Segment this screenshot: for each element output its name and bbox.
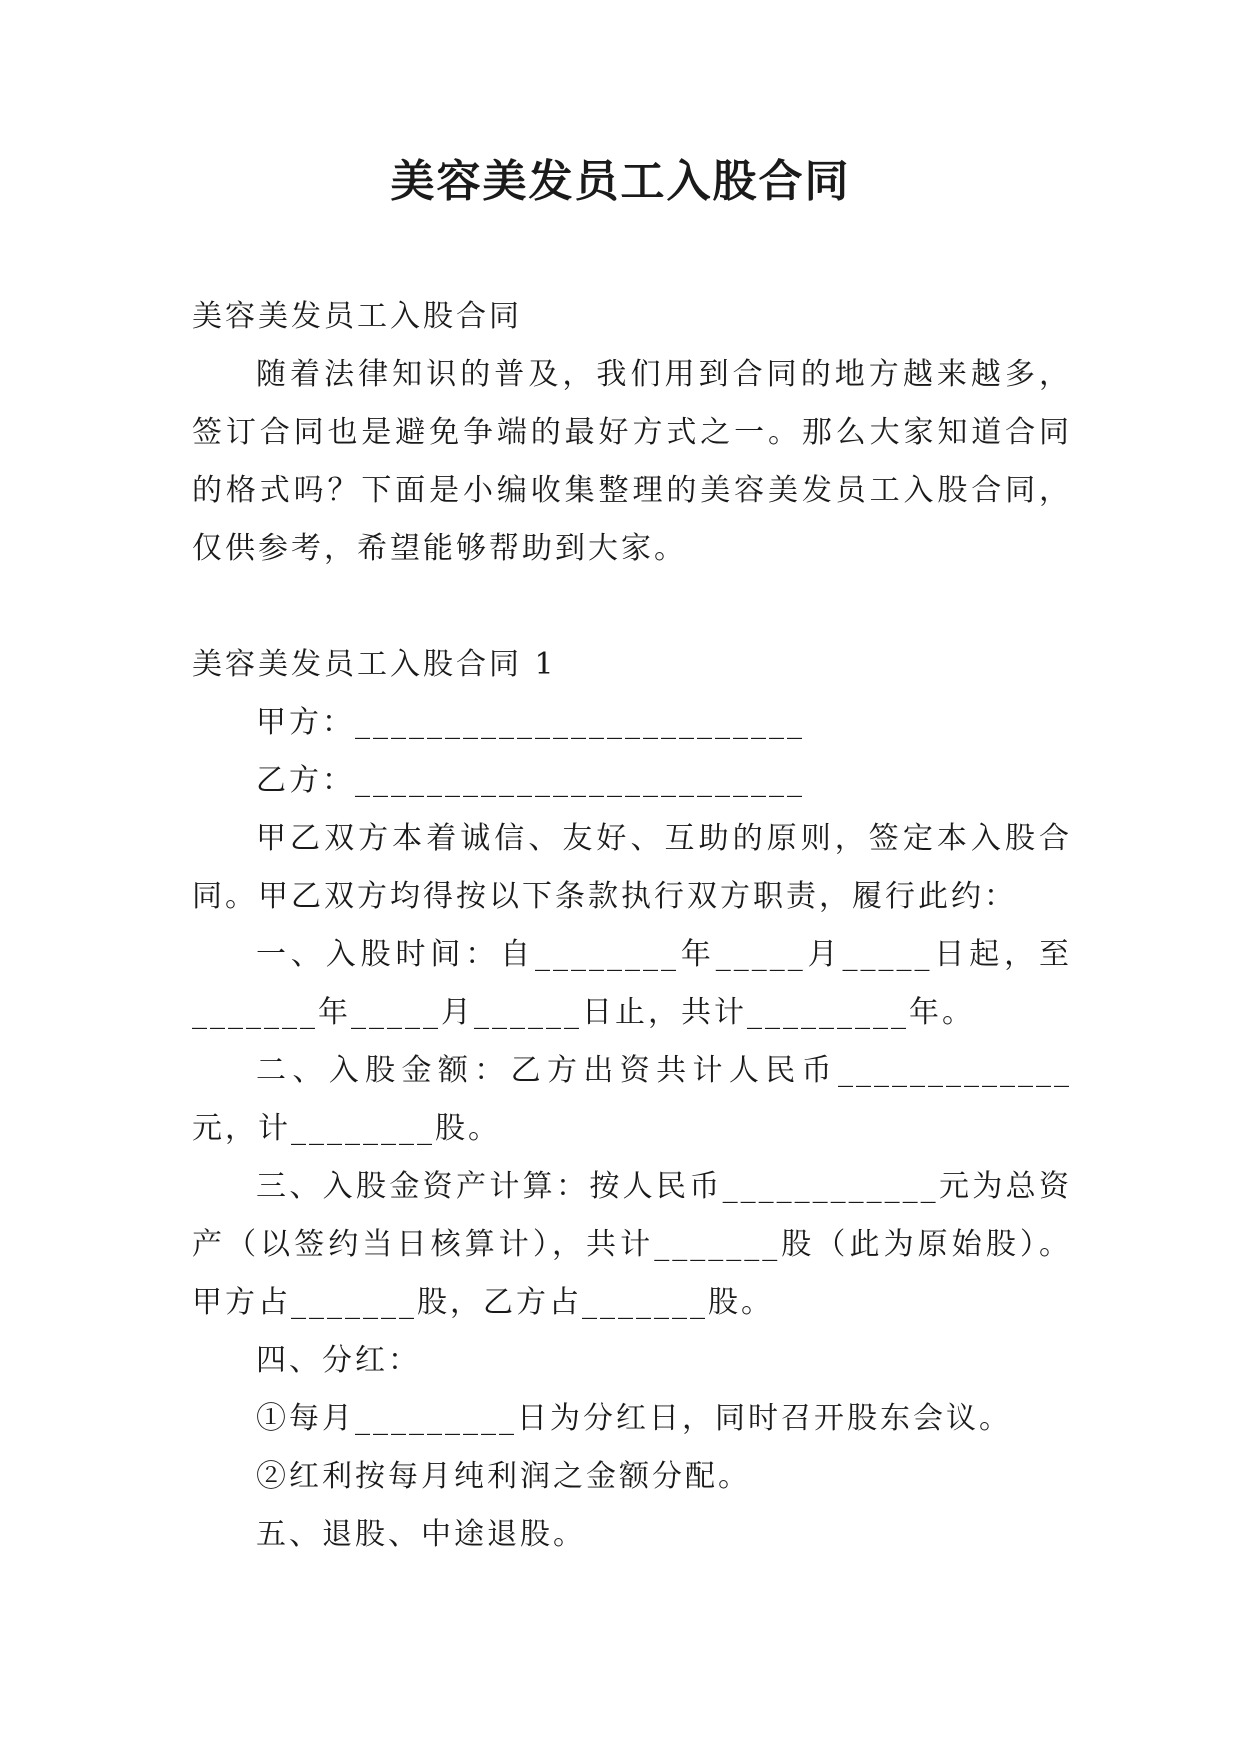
- intro-heading: 美容美发员工入股合同: [192, 299, 522, 334]
- clause-term: 一、入股时间：自________年_____月_____日起，至_______年_____月______日止，共计_________年。: [192, 937, 1072, 1030]
- clause-dividend-distribution: ②红利按每月纯利润之金额分配。: [256, 1459, 751, 1494]
- document-title: 美容美发员工入股合同: [390, 156, 851, 207]
- party-a-line: 甲方：_________________________: [256, 705, 805, 740]
- section-gap: [192, 578, 1072, 636]
- document-body: [192, 288, 1072, 1564]
- party-b-line: 乙方：_________________________: [256, 763, 805, 798]
- clause-amount: 二、入股金额：乙方出资共计人民币_____________元，计________股。: [192, 1053, 1072, 1146]
- clause-dividend-heading: 四、分红：: [256, 1343, 421, 1378]
- clause-dividend-day: ①每月_________日为分红日，同时召开股东会议。: [256, 1401, 1012, 1436]
- clause-withdrawal: 五、退股、中途退股。: [256, 1517, 586, 1552]
- intro-paragraph: 随着法律知识的普及，我们用到合同的地方越来越多，签订合同也是避免争端的最好方式之一。那么大家知道合同的格式吗？下面是小编收集整理的美容美发员工入股合同，仅供参考，希望能够帮助到大家。: [192, 357, 1072, 566]
- clause-asset-calculation: 三、入股金资产计算：按人民币____________元为总资产（以签约当日核算计），共计_______股（此为原始股）。甲方占_______股，乙方占_______股。: [192, 1169, 1072, 1320]
- contract-heading: 美容美发员工入股合同 1: [192, 647, 557, 682]
- clause-preamble: 甲乙双方本着诚信、友好、互助的原则，签定本入股合同。甲乙双方均得按以下条款执行双方职责，履行此约：: [192, 821, 1072, 914]
